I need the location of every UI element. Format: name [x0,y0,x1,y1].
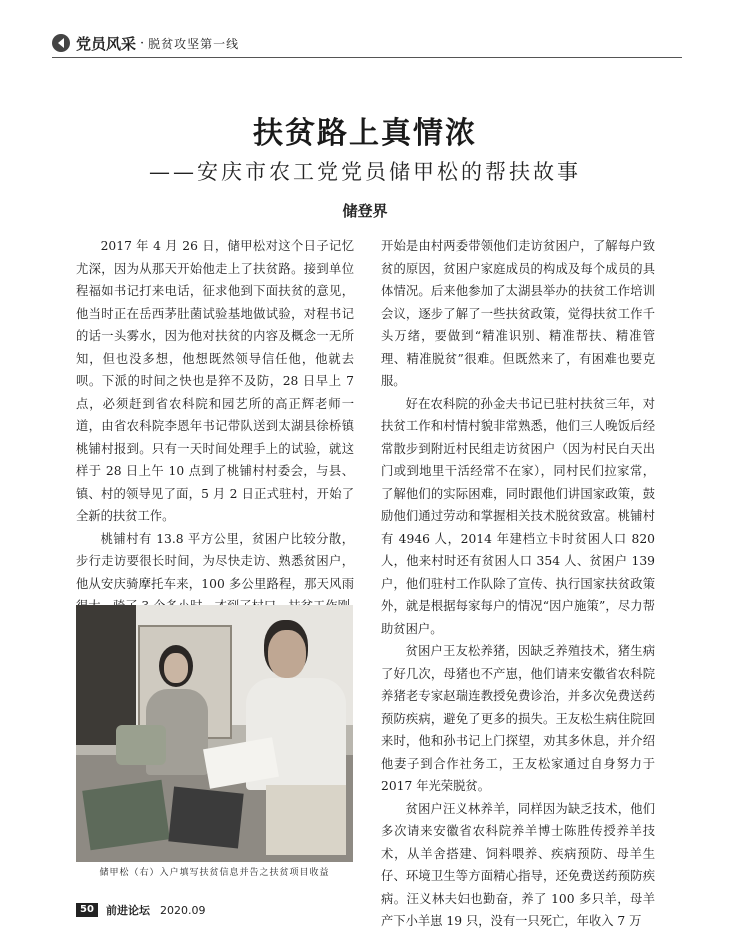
section-column-name: 党员风采 [76,34,137,53]
paragraph: 贫困户汪义林养羊，同样因为缺乏技术，他们多次请来安徽省农科院养羊博士陈胜传授养羊技术，从羊舍搭建、饲料喂养、疾病预防、母羊生仔、环境卫生等方面精心指导，还免费送药预防疾病。汪义林夫妇也勤奋，养了 100 多只羊，母羊产下小羊崽 19 只，没有一只死亡，年收入 7 万 [381,801,655,928]
publication-name: 前进论坛 [106,904,150,917]
photo-door [76,605,136,745]
photo-book [266,785,346,855]
left-column [76,235,354,618]
paragraph: 贫困户王友松养猪，因缺乏养殖技术，猪生病了好几次，母猪也不产崽，他们请来安徽省农科院养猪老专家赵瑞连教授免费诊治，并多次免费送药预防疾病，避免了更多的损失。王友松生病住院回来时，他和孙书记上门探望，劝其多休息，并介绍他妻子到合作社务工，王友松家通过自身努力于 2017 年光荣脱贫。 [381,644,655,793]
section-subtitle: 脱贫攻坚第一线 [148,36,240,51]
page-number: 50 [76,903,98,917]
article-title: 扶贫路上真情浓 [253,116,477,151]
right-column [381,235,655,933]
photo-folder [168,786,243,848]
issue-date: 2020.09 [160,903,206,917]
paragraph: 桃铺村有 13.8 平方公里，贫困户比较分散，步行走访要很长时间，为尽快走访、熟悉贫困户，他从安庆骑摩托车来，100 多公里路程，那天风雨 [76,531,354,591]
photo-folder [82,780,170,851]
page-header [52,30,682,56]
back-arrow-icon [52,34,70,52]
paragraph: 开始是由村两委带领他们走访贫困户，了解每户致贫的原因，贫困户家庭成员的构成及每个成员的具体情况。后来他参加了太湖县举办的扶贫工作培训会议，逐步了解了一些扶贫政策，觉得扶贫工作千头万绪，要做到“精准识别、精准帮扶、精准管理、精准脱贫”很难。但既然来了，有困难也要克服。 [381,239,655,388]
header-divider [52,57,682,58]
article-subtitle: ——安庆市农工党党员储甲松的帮扶故事 [149,160,581,184]
article-author: 储登界 [342,202,388,220]
paragraph: 2017 年 4 月 26 日，储甲松对这个日子记忆尤深，因为从那天开始他走上了扶贫路。接到单位程福如书记打来电话，征求他到下面扶贫的意见，他当时正在岳西茅肚菌试验基地做试验，对程书记的话一头雾水，因为他对扶贫的内容及概念一无所知，但也没多想，他想既然领导信任他，他就去呗。下派的时间之快也是猝不及防，28 日早上 7 点，必须赶到省农科院和园艺所的高正辉老师一道，由省农科院李恩年书记带队送到太湖县徐桥镇桃铺村报到。只有一天时间处理手上的试验，就这样于 28 日上午 10 点到了桃铺村村委会，与县、镇、村的领导见了面，5 月 2 日正式驻村，开始了全新的扶贫工作。 [76,239,354,523]
photo-caption: 储甲松（右）入户填写扶贫信息并告之扶贫项目收益 [99,868,330,878]
header-separator-dot: · [140,35,145,51]
photo-bag [116,725,166,765]
article-photo [76,605,353,862]
paragraph: 好在农科院的孙金夫书记已驻村扶贫三年，对扶贫工作和村情村貌非常熟悉，他们三人晚饭后经常散步到附近村民组走访贫困户（因为村民白天出门或到地里干活经常不在家），同村民们拉家常，了解他们的实际困难，同时跟他们讲国家政策，鼓励他们通过劳动和掌握相关技术脱贫致富。桃铺村有 4946 人，2014 年建档立卡时贫困人口 820 人，他来村时还有贫困人口 354 人、贫困户 139 户，他们驻村工作队除了宣传、执行国家扶贫政策外，就是根据每家每户的情况“因户施策”，尽力帮助贫困户。 [381,396,655,636]
page-footer [76,902,206,918]
